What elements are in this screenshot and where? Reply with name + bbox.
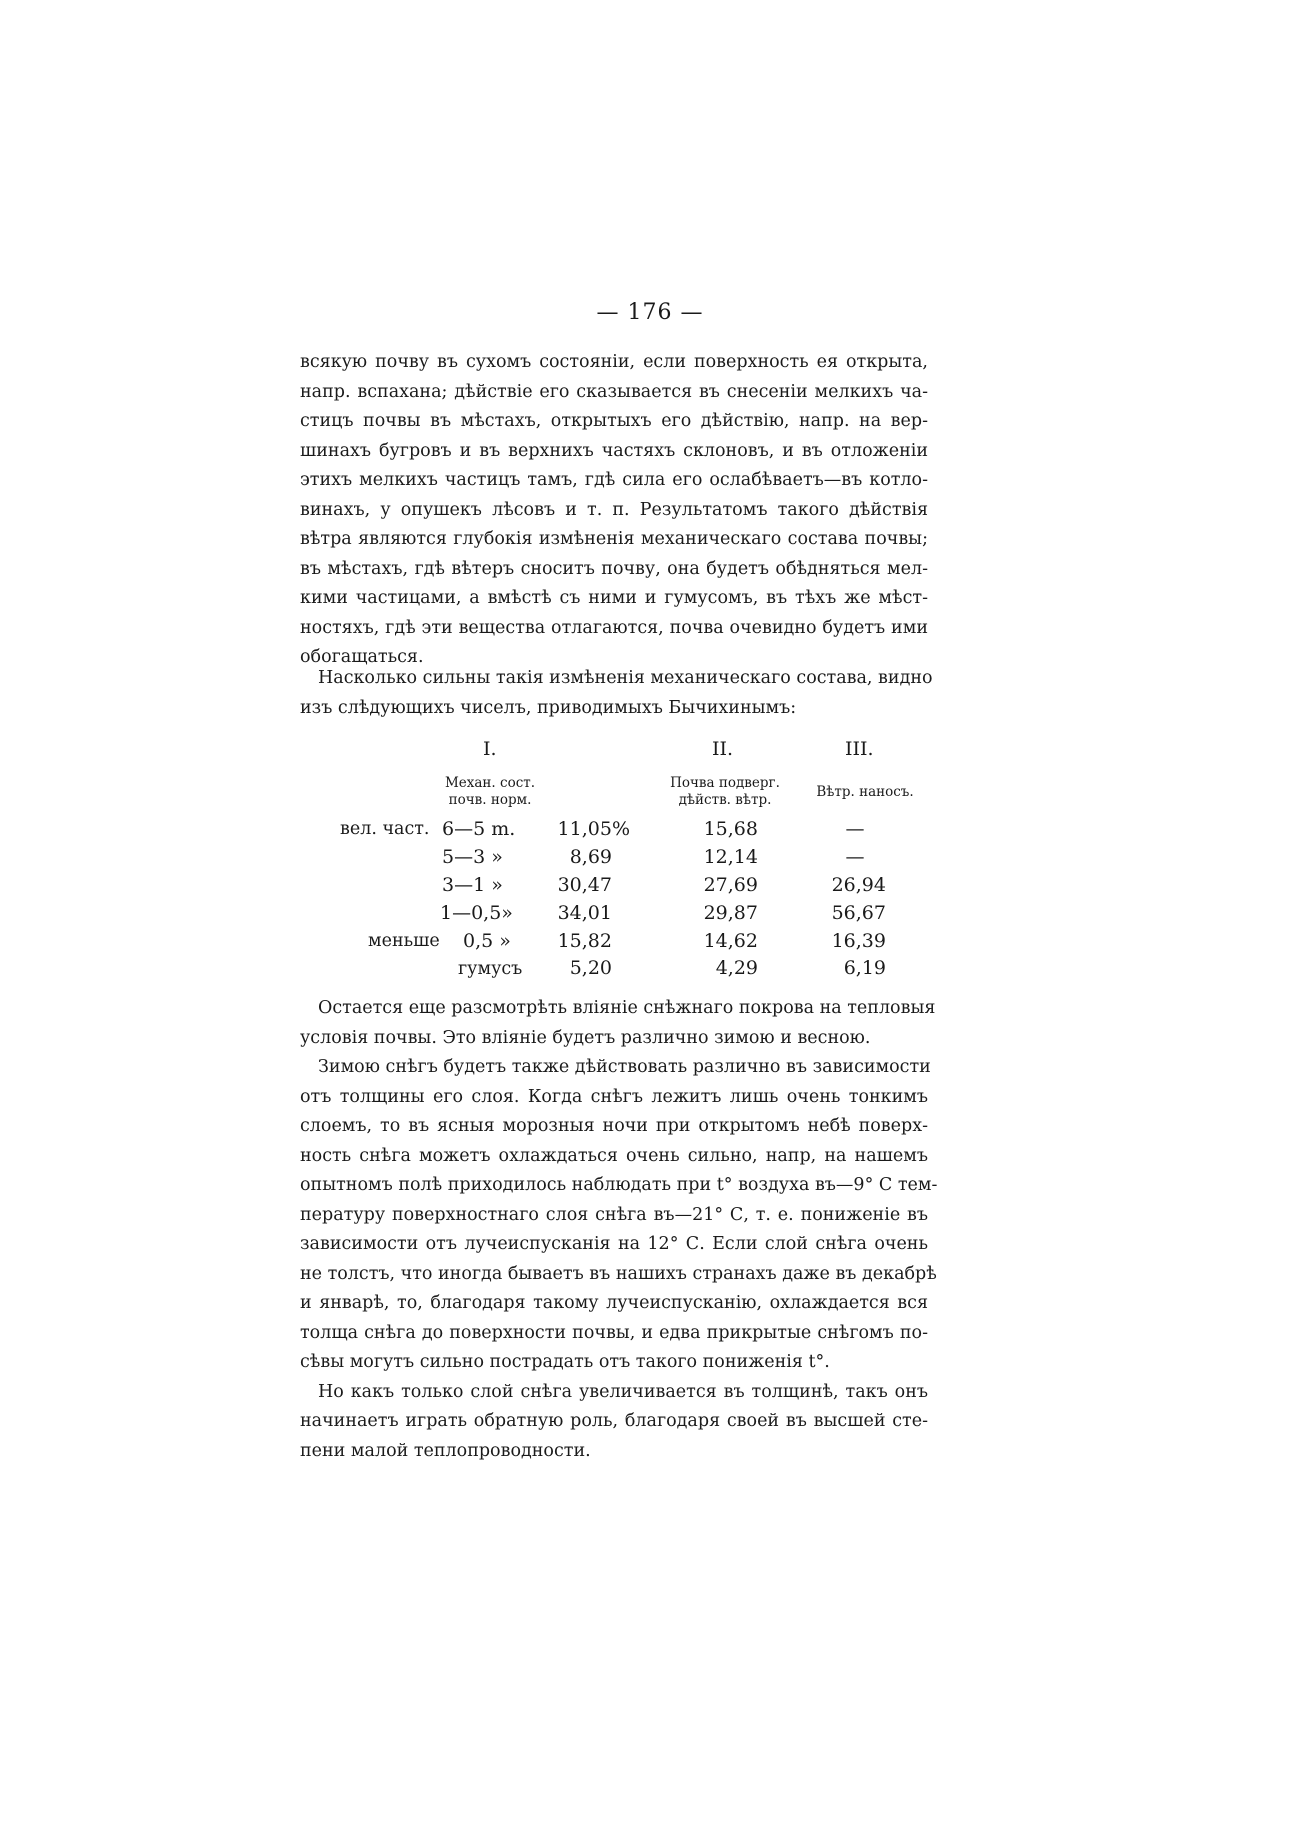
row-label: гумусъ (458, 959, 523, 979)
paragraph-2 (300, 664, 933, 723)
row-label: 5—3 » (442, 846, 503, 868)
text-line: изъ слѣдующихъ чиселъ, приводимыхъ Бычихинымъ: (300, 697, 797, 718)
cell-value-col2: 15,68 (703, 818, 758, 840)
cell-value-col1: 34,01 (557, 902, 612, 924)
cell-value-col3: — (845, 818, 865, 840)
text-line: вѣтра являются глубокiя измѣненiя механическаго состава почвы; (300, 529, 928, 549)
cell-value-col1: 8,69 (569, 846, 612, 868)
cell-value-col3: 26,94 (831, 874, 886, 896)
text-line: напр. вспахана; дѣйствiе его сказывается въ снесенiи мелкихъ ча- (300, 381, 928, 402)
text-line: сѣвы могутъ сильно пострадать отъ такого пониженiя t°. (300, 1352, 830, 1372)
row-label: 6—5 m. (442, 818, 516, 840)
cell-value-col2: 4,29 (715, 957, 758, 979)
text-line: Но какъ только слой снѣга увеличивается въ толщинѣ, такъ онъ (318, 1381, 928, 1402)
cell-value-col1: 11,05% (557, 818, 630, 840)
text-line: стицъ почвы въ мѣстахъ, открытыхъ его дѣйствiю, напр. на вер- (300, 411, 928, 431)
text-line: винахъ, у опушекъ лѣсовъ и т. п. Результатомъ такого дѣйствiя (300, 499, 928, 520)
text-line: толща снѣга до поверхности почвы, и едва прикрытые снѣгомъ по- (300, 1322, 928, 1343)
row-label: 3—1 » (442, 874, 503, 896)
column-subheader-3: Вѣтр. наносъ. (816, 784, 914, 800)
column-header-1: I. (483, 738, 497, 760)
row-label: 1—0,5» (440, 902, 513, 924)
cell-value-col2: 29,87 (703, 902, 758, 924)
text-line: зависимости отъ лучеиспусканiя на 12° С. Если слой снѣга очень (300, 1234, 928, 1254)
cell-value-col1: 30,47 (557, 874, 612, 896)
text-line: этихъ мелкихъ частицъ тамъ, гдѣ сила его ослабѣваетъ—въ котло- (300, 470, 928, 490)
row-prefix: вел. част. (340, 819, 430, 839)
paragraphs-3-5 (300, 994, 938, 1466)
text-line: Зимою снѣгъ будетъ также дѣйствовать различно въ зависимости (318, 1057, 931, 1077)
row-prefix: меньше (368, 931, 440, 951)
subheader-line: почв. норм. (448, 792, 532, 808)
cell-value-col1: 15,82 (557, 930, 612, 952)
cell-value-col2: 27,69 (703, 874, 758, 896)
page-number: — 176 — (596, 300, 704, 325)
text-line: начинаетъ играть обратную роль, благодаря своей въ высшей сте- (300, 1411, 928, 1431)
text-line: ностяхъ, гдѣ эти вещества отлагаются, почва очевидно будетъ ими (300, 617, 928, 638)
text-line: шинахъ бугровъ и въ верхнихъ частяхъ склоновъ, и въ отложенiи (300, 440, 928, 461)
cell-value-col3: 6,19 (843, 957, 886, 979)
text-line: и январѣ, то, благодаря такому лучеиспусканiю, охлаждается вся (300, 1293, 928, 1313)
text-line: всякую почву въ сухомъ состоянiи, если поверхность ея открыта, (300, 352, 928, 372)
text-line: пени малой теплопроводности. (300, 1440, 591, 1461)
text-line: условiя почвы. Это влiянiе будетъ различно зимою и весною. (300, 1027, 871, 1048)
text-line: въ мѣстахъ, гдѣ вѣтеръ сноситъ почву, она будетъ обѣдняться мел- (300, 558, 928, 579)
column-subheader-2 (660, 775, 790, 809)
subheader-line: дѣйств. вѣтр. (678, 792, 772, 808)
text-line: кими частицами, а вмѣстѣ съ ними и гумусомъ, въ тѣхъ же мѣст- (300, 588, 928, 608)
column-subheader-1 (425, 775, 555, 809)
cell-value-col3: 56,67 (831, 902, 886, 924)
paragraph-1 (300, 348, 928, 673)
column-header-2: II. (712, 738, 734, 760)
text-line: отъ толщины его слоя. Когда снѣгъ лежитъ лишь очень тонкимъ (300, 1086, 928, 1107)
subheader-line: Почва подверг. (670, 775, 780, 791)
subheader-line: Механ. сост. (444, 775, 536, 791)
cell-value-col2: 12,14 (703, 846, 758, 868)
text-line: Остается еще разсмотрѣть влiянiе снѣжнаго покрова на тепловыя (318, 998, 936, 1018)
text-line: не толстъ, что иногда бываетъ въ нашихъ странахъ даже въ декабрѣ (300, 1263, 937, 1284)
text-line: опытномъ полѣ приходилось наблюдать при t° воздуха въ—9° С тем- (300, 1175, 938, 1195)
cell-value-col2: 14,62 (703, 930, 758, 952)
cell-value-col1: 5,20 (569, 957, 612, 979)
text-line: слоемъ, то въ ясныя морозныя ночи при открытомъ небѣ поверх- (300, 1116, 928, 1136)
cell-value-col3: — (845, 846, 865, 868)
text-line: Насколько сильны такiя измѣненiя механическаго состава, видно (318, 668, 933, 688)
column-header-3: III. (845, 738, 874, 760)
cell-value-col3: 16,39 (831, 930, 886, 952)
row-label: 0,5 » (463, 930, 511, 952)
text-line: пературу поверхностнаго слоя снѣга въ—21° С, т. е. пониженiе въ (300, 1204, 928, 1225)
text-line: обогащаться. (300, 647, 424, 667)
text-line: ность снѣга можетъ охлаждаться очень сильно, напр, на нашемъ (300, 1145, 928, 1166)
